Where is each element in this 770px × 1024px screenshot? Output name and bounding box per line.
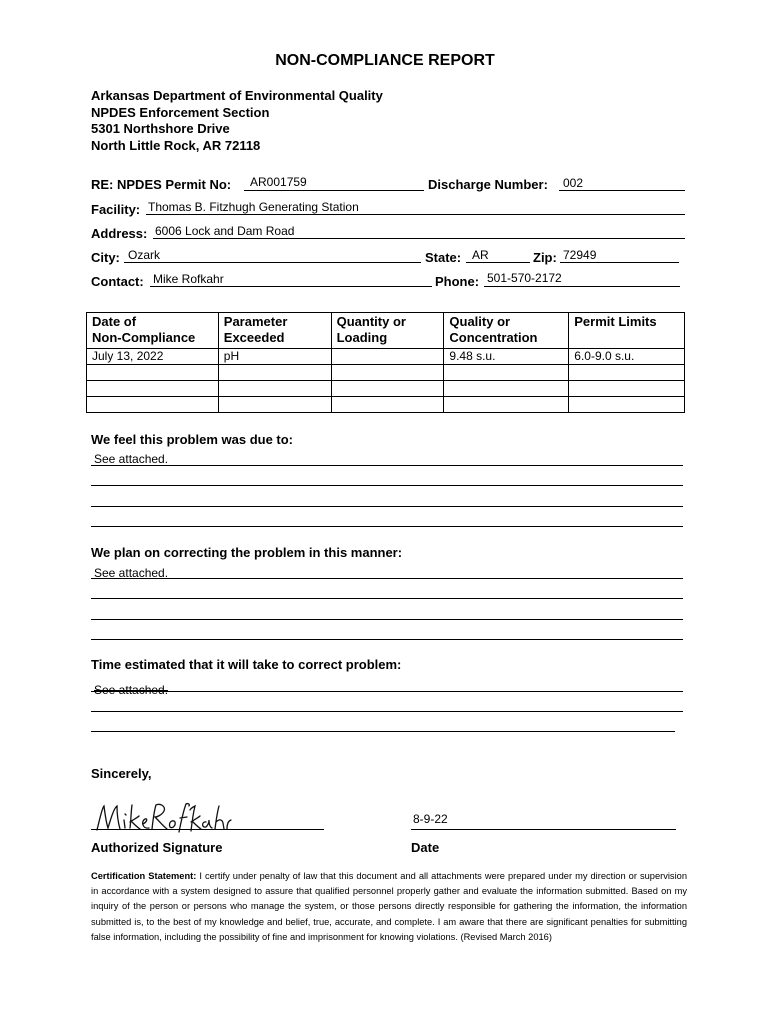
cause-label: We feel this problem was due to: bbox=[91, 432, 294, 447]
cell-date[interactable] bbox=[87, 397, 219, 413]
agency-street: 5301 Northshore Drive bbox=[91, 121, 230, 136]
header-quality: Quality or Concentration bbox=[444, 313, 569, 349]
contact-value[interactable]: Mike Rofkahr bbox=[153, 272, 224, 286]
certification-body: I certify under penalty of law that this document and all attachments were prepared under my direction or supervision in accordance with a system designed to assure that qualified personnel properly gather and evaluate the information submitted. Based on my inquiry of the person or persons who manage the system, or those persons directly responsible for gathering the information, the information submitted is, to the best of my knowledge and belief, true, accurate, and complete. I am aware that there are significant penalties for submitting false information, including the possibility of fine and imprisonment for knowing violations. (Revised March 2016) bbox=[91, 871, 687, 942]
cell-quantity[interactable] bbox=[331, 365, 444, 381]
cell-permit-limits[interactable] bbox=[569, 365, 685, 381]
header-permit-limits: Permit Limits bbox=[569, 313, 685, 349]
cause-line bbox=[91, 465, 683, 466]
state-label: State: bbox=[425, 250, 462, 265]
cell-parameter[interactable] bbox=[218, 381, 331, 397]
address-value[interactable]: 6006 Lock and Dam Road bbox=[155, 224, 295, 238]
cell-parameter[interactable]: pH bbox=[218, 349, 331, 365]
cell-permit-limits[interactable]: 6.0-9.0 s.u. bbox=[569, 349, 685, 365]
cell-parameter[interactable] bbox=[218, 365, 331, 381]
discharge-label: Discharge Number: bbox=[428, 177, 548, 192]
header-quantity: Quantity or Loading bbox=[331, 313, 444, 349]
agency-address bbox=[91, 88, 383, 154]
header-date: Date of Non-Compliance bbox=[87, 313, 219, 349]
permit-line bbox=[244, 190, 424, 191]
phone-label: Phone: bbox=[435, 274, 480, 289]
cell-date[interactable] bbox=[87, 365, 219, 381]
city-label: City: bbox=[91, 250, 120, 265]
time-estimate-answer[interactable]: See attached. bbox=[94, 683, 169, 697]
agency-name: Arkansas Department of Environmental Quality bbox=[91, 88, 383, 103]
time-estimate-line bbox=[91, 691, 683, 692]
discharge-value[interactable]: 002 bbox=[563, 176, 584, 190]
zip-label: Zip: bbox=[533, 250, 557, 265]
cause-line bbox=[91, 526, 683, 527]
correction-line bbox=[91, 578, 683, 579]
date-label: Date bbox=[411, 840, 440, 855]
correction-line bbox=[91, 639, 683, 640]
time-estimate-line bbox=[91, 731, 675, 732]
permit-value[interactable]: AR001759 bbox=[250, 175, 307, 189]
time-estimate-line bbox=[91, 711, 683, 712]
correction-line bbox=[91, 619, 683, 620]
table-row bbox=[87, 349, 685, 365]
signature-line bbox=[91, 829, 324, 830]
discharge-line bbox=[559, 190, 685, 191]
signature-label: Authorized Signature bbox=[91, 840, 223, 855]
correction-answer[interactable]: See attached. bbox=[94, 566, 169, 580]
page-title: NON-COMPLIANCE REPORT bbox=[275, 52, 495, 69]
city-line bbox=[124, 262, 421, 263]
state-value[interactable]: AR bbox=[472, 248, 489, 262]
cell-quality[interactable] bbox=[444, 397, 569, 413]
address-label: Address: bbox=[91, 226, 148, 241]
agency-city: North Little Rock, AR 72118 bbox=[91, 137, 261, 153]
date-line bbox=[411, 829, 676, 830]
address-line bbox=[153, 238, 685, 239]
facility-label: Facility: bbox=[91, 202, 141, 217]
cell-quantity[interactable] bbox=[331, 397, 444, 413]
facility-value[interactable]: Thomas B. Fitzhugh Generating Station bbox=[148, 200, 359, 214]
state-line bbox=[466, 262, 530, 263]
cell-permit-limits[interactable] bbox=[569, 397, 685, 413]
contact-label: Contact: bbox=[91, 274, 144, 289]
cause-answer[interactable]: See attached. bbox=[94, 452, 169, 466]
cell-parameter[interactable] bbox=[218, 397, 331, 413]
city-value[interactable]: Ozark bbox=[128, 248, 161, 262]
table-row bbox=[87, 397, 685, 413]
certification-statement bbox=[91, 869, 687, 945]
zip-line bbox=[560, 262, 679, 263]
cell-quantity[interactable] bbox=[331, 381, 444, 397]
cell-quality[interactable] bbox=[444, 365, 569, 381]
non-compliance-table bbox=[86, 312, 685, 413]
permit-label: RE: NPDES Permit No: bbox=[91, 177, 232, 192]
phone-value[interactable]: 501-570-2172 bbox=[487, 271, 562, 285]
cell-quantity[interactable] bbox=[331, 349, 444, 365]
table-row bbox=[87, 381, 685, 397]
time-estimate-label: Time estimated that it will take to correct problem: bbox=[91, 657, 402, 672]
agency-section: NPDES Enforcement Section bbox=[91, 104, 270, 120]
contact-line bbox=[150, 286, 432, 287]
correction-line bbox=[91, 598, 683, 599]
cell-date[interactable]: July 13, 2022 bbox=[87, 349, 219, 365]
correction-label: We plan on correcting the problem in this manner: bbox=[91, 545, 403, 560]
table-header-row bbox=[87, 313, 685, 349]
cause-line bbox=[91, 506, 683, 507]
table-row bbox=[87, 365, 685, 381]
certification-heading: Certification Statement: bbox=[91, 871, 197, 881]
phone-line bbox=[484, 286, 680, 287]
header-parameter: Parameter Exceeded bbox=[218, 313, 331, 349]
zip-value[interactable]: 72949 bbox=[563, 248, 597, 262]
cause-line bbox=[91, 485, 683, 486]
date-value[interactable]: 8-9-22 bbox=[413, 812, 448, 826]
cell-date[interactable] bbox=[87, 381, 219, 397]
cell-permit-limits[interactable] bbox=[569, 381, 685, 397]
cell-quality[interactable] bbox=[444, 381, 569, 397]
facility-line bbox=[146, 214, 685, 215]
cell-quality[interactable]: 9.48 s.u. bbox=[444, 349, 569, 365]
closing: Sincerely, bbox=[91, 766, 152, 781]
